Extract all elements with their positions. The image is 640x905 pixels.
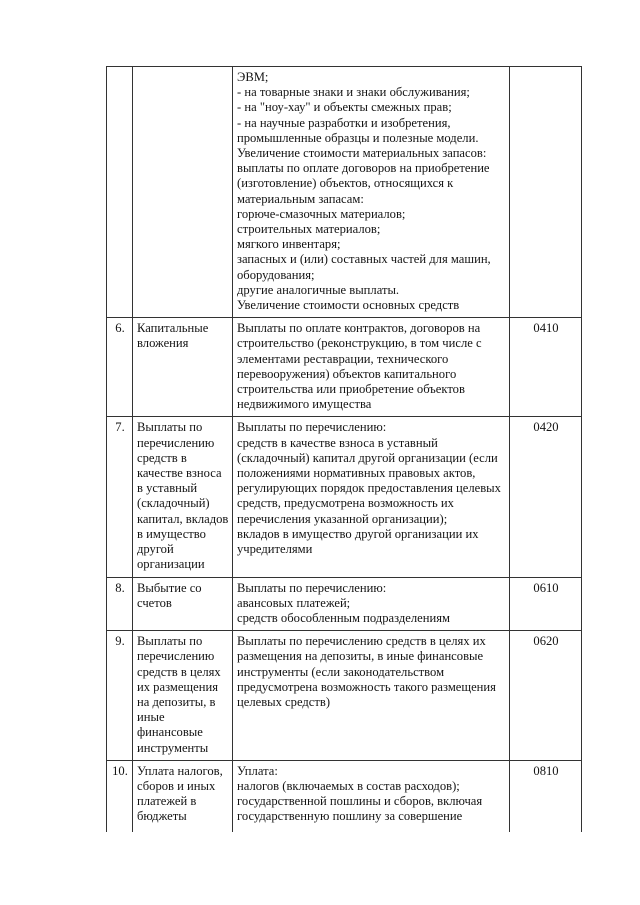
row-code: 0810 — [510, 760, 582, 832]
row-description: Выплаты по перечислению средств в целях их размещения на депозиты, в иные финансовые инструменты (если законодательством предусмотрена возможность такого размещения целевых средств) — [233, 631, 510, 761]
row-number — [107, 67, 133, 318]
row-name: Выплаты по перечислению средств в качестве взноса в уставный (складочный) капитал, вкладов в имущество другой организации — [133, 417, 233, 577]
row-number: 6. — [107, 318, 133, 417]
row-name: Выбытие со счетов — [133, 577, 233, 631]
table-row — [107, 417, 582, 577]
table-row — [107, 67, 582, 318]
row-code: 0610 — [510, 577, 582, 631]
row-number: 10. — [107, 760, 133, 832]
row-description: Выплаты по перечислению: средств в качестве взноса в уставный (складочный) капитал другой организации (если положениями нормативных правовых актов, регулирующих порядок предоставления целевых средств, предусмотрена возможность их перечисления указанной организации); вкладов в имущество другой организации их учредителями — [233, 417, 510, 577]
row-name: Уплата налогов, сборов и иных платежей в бюджеты — [133, 760, 233, 832]
row-code: 0420 — [510, 417, 582, 577]
classification-table — [106, 66, 582, 832]
row-code: 0410 — [510, 318, 582, 417]
row-number: 7. — [107, 417, 133, 577]
row-name: Капитальные вложения — [133, 318, 233, 417]
table-row — [107, 760, 582, 832]
table-row — [107, 631, 582, 761]
row-description: Выплаты по оплате контрактов, договоров на строительство (реконструкцию, в том числе с элементами реставрации, технического перевооружения) объектов капитального строительства или приобретение объектов недвижимого имущества — [233, 318, 510, 417]
row-code — [510, 67, 582, 318]
row-number: 8. — [107, 577, 133, 631]
row-description: Уплата: налогов (включаемых в состав расходов); государственной пошлины и сборов, включая государственную пошлину за совершение — [233, 760, 510, 832]
row-code: 0620 — [510, 631, 582, 761]
row-name: Выплаты по перечислению средств в целях их размещения на депозиты, в иные финансовые инструменты — [133, 631, 233, 761]
row-name — [133, 67, 233, 318]
table-row — [107, 577, 582, 631]
row-description: ЭВМ; - на товарные знаки и знаки обслуживания; - на "ноу-хау" и объекты смежных прав; - на научные разработки и изобретения, промышленные образцы и полезные модели. Увеличение стоимости материальных запасов: выплаты по оплате договоров на приобретение (изготовление) объектов, относящихся к материальным запасам: горюче-смазочных материалов; строительных материалов; мягкого инвентаря; запасных и (или) составных частей для машин, оборудования; другие аналогичные выплаты. Увеличение стоимости основных средств — [233, 67, 510, 318]
row-number: 9. — [107, 631, 133, 761]
table-row — [107, 318, 582, 417]
row-description: Выплаты по перечислению: авансовых платежей; средств обособленным подразделениям — [233, 577, 510, 631]
